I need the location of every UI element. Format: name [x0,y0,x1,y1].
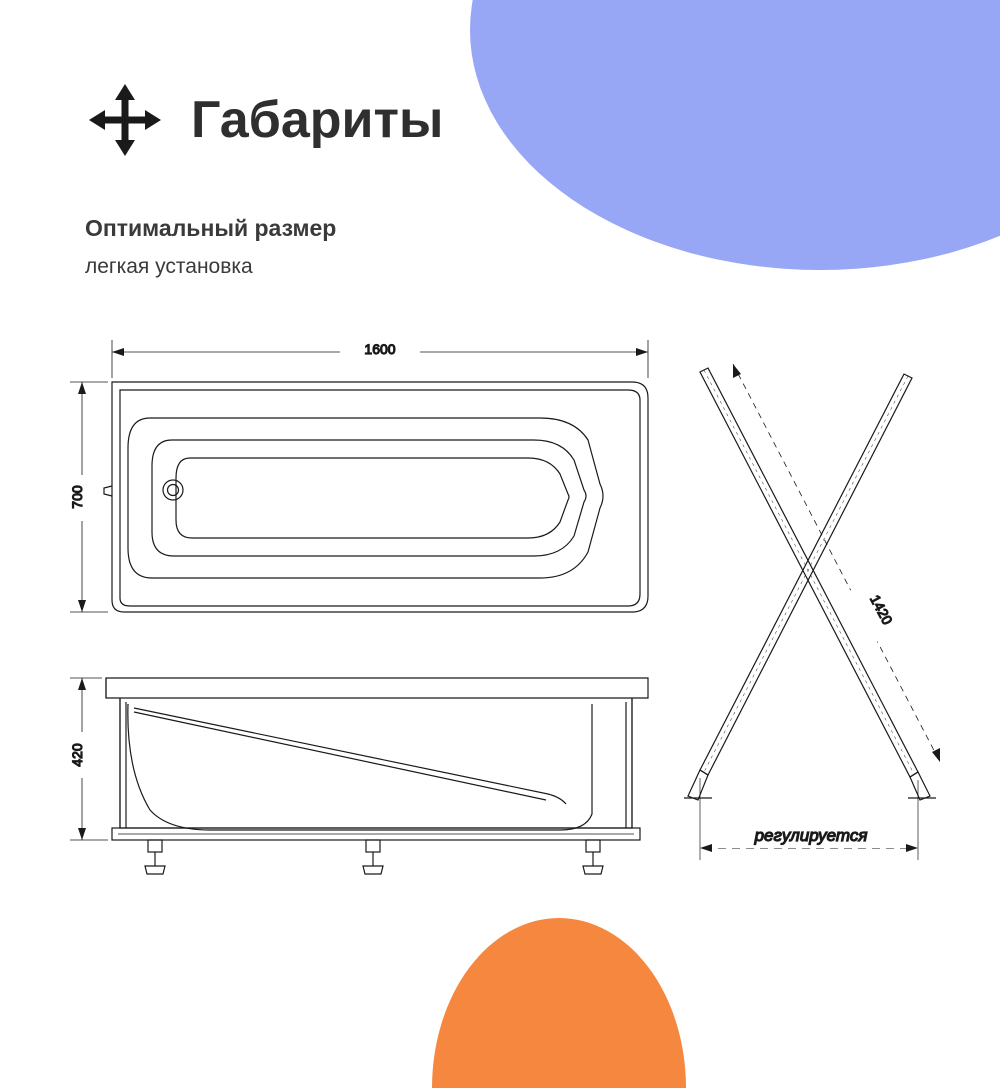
dimension-length-1600: 1600 [364,341,396,357]
leg-center [363,840,383,874]
header [85,80,443,160]
leg-right [583,840,603,874]
bathtub-side-view [68,678,648,874]
technical-drawing [0,300,1000,900]
decorative-orange-blob [432,918,686,1088]
drawing-svg [0,300,1000,900]
adjustable-frame-view [684,364,940,860]
page-title: Габариты [191,91,444,149]
dimension-diagonal-1420: 1420 [867,592,896,628]
bathtub-top-view [68,340,648,612]
leg-left [145,840,165,874]
dimension-height-420: 420 [69,743,85,767]
subtitle-secondary: легкая установка [85,255,253,278]
subtitle-primary: Оптимальный размер [85,215,337,241]
move-arrows-icon [85,80,165,160]
dimension-width-700: 700 [69,485,85,509]
decorative-blue-blob [470,0,1000,270]
label-adjustable: регулируется [754,826,868,845]
